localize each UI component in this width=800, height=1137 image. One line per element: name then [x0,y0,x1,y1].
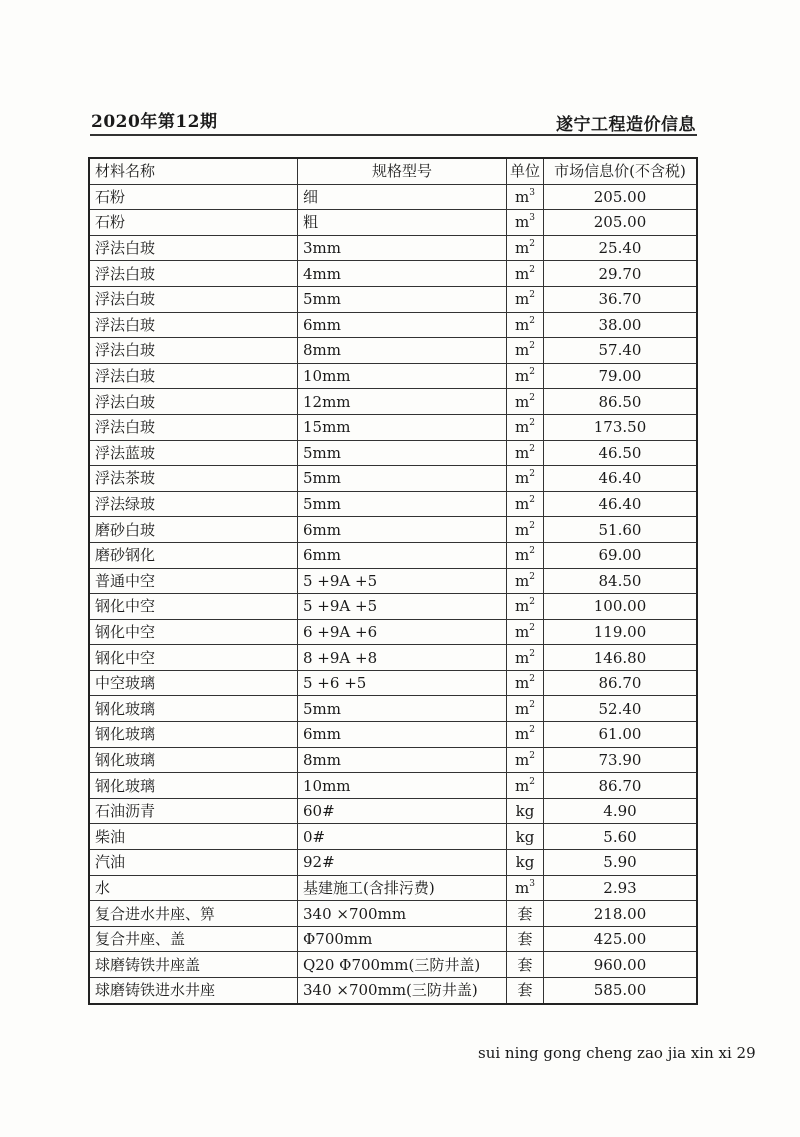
table-row [89,978,697,1004]
unit-exponent: 3 [529,187,535,198]
table-row [89,952,697,978]
table-row [89,645,697,671]
material-spec: 15mm [298,414,507,440]
unit-exponent: 2 [529,725,535,736]
material-spec: 92# [298,850,507,876]
table-row [89,670,697,696]
unit-exponent: 2 [529,239,535,250]
market-price: 61.00 [544,722,698,748]
material-name: 复合进水井座、箅 [89,901,298,927]
material-unit [507,978,544,1004]
table-row [89,926,697,952]
unit-base: m [515,878,530,897]
market-price: 205.00 [544,184,698,210]
unit-base: kg [515,827,535,846]
market-price: 173.50 [544,414,698,440]
unit-base: m [515,725,530,744]
market-price: 2.93 [544,875,698,901]
market-price: 146.80 [544,645,698,671]
material-spec: 基建施工(含排污费) [298,875,507,901]
market-price: 25.40 [544,235,698,261]
col-header-unit: 单位 [507,158,544,184]
unit-base: m [515,341,530,360]
material-name: 石粉 [89,184,298,210]
material-unit [507,338,544,364]
material-name: 复合井座、盖 [89,926,298,952]
material-unit [507,261,544,287]
material-spec: 5mm [298,440,507,466]
material-unit [507,389,544,415]
market-price: 36.70 [544,286,698,312]
material-spec: 10mm [298,773,507,799]
unit-base: m [515,622,530,641]
market-price: 46.40 [544,491,698,517]
table-body [89,184,697,1004]
material-name: 浮法白玻 [89,261,298,287]
material-name: 球磨铸铁进水井座 [89,978,298,1004]
unit-base: kg [515,802,535,821]
material-unit [507,517,544,543]
material-name: 水 [89,875,298,901]
market-price: 46.40 [544,466,698,492]
material-name: 浮法绿玻 [89,491,298,517]
table-row [89,594,697,620]
unit-exponent: 2 [529,597,535,608]
material-name: 浮法白玻 [89,312,298,338]
market-price: 100.00 [544,594,698,620]
material-unit [507,926,544,952]
material-unit [507,773,544,799]
material-spec: 5 +9A +5 [298,594,507,620]
publication-title: 遂宁工程造价信息 [556,115,696,135]
table-row [89,619,697,645]
market-price: 38.00 [544,312,698,338]
material-spec: 10mm [298,363,507,389]
unit-base: m [515,495,530,514]
material-spec: 3mm [298,235,507,261]
material-spec: 4mm [298,261,507,287]
market-price: 86.50 [544,389,698,415]
material-unit [507,824,544,850]
material-name: 石油沥青 [89,798,298,824]
unit-base: m [515,648,530,667]
material-unit [507,901,544,927]
material-name: 钢化中空 [89,645,298,671]
unit-exponent: 2 [529,264,535,275]
table-row [89,261,697,287]
material-spec: 6mm [298,517,507,543]
material-unit [507,210,544,236]
material-spec: 340 ×700mm [298,901,507,927]
material-name: 柴油 [89,824,298,850]
material-spec: 6mm [298,542,507,568]
col-header-spec: 规格型号 [298,158,507,184]
material-name: 钢化中空 [89,619,298,645]
unit-base: m [515,674,530,693]
unit-base: m [515,520,530,539]
material-spec: 5mm [298,696,507,722]
table-row [89,312,697,338]
table-row [89,440,697,466]
unit-exponent: 2 [529,546,535,557]
unit-base: m [515,367,530,386]
unit-exponent: 2 [529,315,535,326]
table-row [89,184,697,210]
unit-base: m [515,750,530,769]
material-unit [507,619,544,645]
material-unit [507,440,544,466]
material-unit [507,722,544,748]
table-row [89,568,697,594]
unit-exponent: 3 [529,213,535,224]
unit-exponent: 3 [529,878,535,889]
unit-base: m [515,392,530,411]
material-spec: 6mm [298,722,507,748]
table-row [89,875,697,901]
market-price: 46.50 [544,440,698,466]
unit-exponent: 2 [529,776,535,787]
material-name: 钢化中空 [89,594,298,620]
unit-base: m [515,546,530,565]
material-spec: 5 +9A +5 [298,568,507,594]
header-rule [90,134,697,136]
material-unit [507,696,544,722]
material-spec: Q20 Φ700mm(三防井盖) [298,952,507,978]
material-spec: 8 +9A +8 [298,645,507,671]
material-unit [507,645,544,671]
unit-base: m [515,290,530,309]
material-unit [507,594,544,620]
material-spec: Φ700mm [298,926,507,952]
market-price: 29.70 [544,261,698,287]
unit-base: 套 [517,981,533,1000]
table-row [89,363,697,389]
unit-exponent: 2 [529,648,535,659]
material-name: 球磨铸铁井座盖 [89,952,298,978]
material-spec: 5mm [298,466,507,492]
material-name: 汽油 [89,850,298,876]
table-row [89,901,697,927]
material-unit [507,363,544,389]
material-name: 浮法白玻 [89,363,298,389]
unit-exponent: 2 [529,367,535,378]
material-spec: 12mm [298,389,507,415]
table-row [89,389,697,415]
table-row [89,414,697,440]
unit-base: m [515,571,530,590]
unit-base: m [515,699,530,718]
material-unit [507,850,544,876]
unit-exponent: 2 [529,674,535,685]
unit-base: m [515,469,530,488]
material-unit [507,235,544,261]
unit-base: 套 [517,955,533,974]
material-unit [507,568,544,594]
material-spec: 60# [298,798,507,824]
material-name: 中空玻璃 [89,670,298,696]
market-price: 86.70 [544,670,698,696]
material-unit [507,875,544,901]
unit-exponent: 2 [529,290,535,301]
page-footer: sui ning gong cheng zao jia xin xi 29 [478,1044,756,1062]
unit-base: kg [515,853,535,872]
unit-exponent: 2 [529,443,535,454]
material-spec: 6 +9A +6 [298,619,507,645]
table-row [89,338,697,364]
unit-exponent: 2 [529,520,535,531]
market-price: 51.60 [544,517,698,543]
material-name: 浮法白玻 [89,286,298,312]
unit-base: m [515,213,530,232]
material-unit [507,312,544,338]
table-row [89,466,697,492]
unit-exponent: 2 [529,495,535,506]
market-price: 52.40 [544,696,698,722]
market-price: 960.00 [544,952,698,978]
market-price: 4.90 [544,798,698,824]
material-name: 钢化玻璃 [89,696,298,722]
material-spec: 5 +6 +5 [298,670,507,696]
material-unit [507,414,544,440]
table-row [89,286,697,312]
table-row [89,798,697,824]
market-price: 86.70 [544,773,698,799]
unit-base: m [515,418,530,437]
material-spec: 8mm [298,747,507,773]
material-name: 浮法蓝玻 [89,440,298,466]
material-spec: 6mm [298,312,507,338]
market-price: 585.00 [544,978,698,1004]
material-name: 磨砂钢化 [89,542,298,568]
market-price: 119.00 [544,619,698,645]
table-row [89,773,697,799]
material-unit [507,466,544,492]
material-unit [507,670,544,696]
col-header-price: 市场信息价(不含税) [544,158,698,184]
material-name: 浮法白玻 [89,389,298,415]
material-name: 浮法白玻 [89,338,298,364]
unit-base: m [515,776,530,795]
table-row [89,210,697,236]
material-name: 石粉 [89,210,298,236]
table-row [89,747,697,773]
material-unit [507,542,544,568]
market-price: 69.00 [544,542,698,568]
material-unit [507,798,544,824]
unit-base: m [515,264,530,283]
material-unit [507,491,544,517]
material-name: 普通中空 [89,568,298,594]
table-row [89,850,697,876]
unit-exponent: 2 [529,622,535,633]
unit-base: m [515,443,530,462]
table-header-row [89,158,697,184]
unit-base: 套 [517,904,533,923]
table-row [89,824,697,850]
material-name: 浮法白玻 [89,235,298,261]
market-price: 57.40 [544,338,698,364]
material-name: 钢化玻璃 [89,773,298,799]
market-price: 79.00 [544,363,698,389]
unit-exponent: 2 [529,699,535,710]
unit-base: m [515,187,530,206]
material-unit [507,286,544,312]
unit-exponent: 2 [529,341,535,352]
material-spec: 5mm [298,286,507,312]
market-price: 218.00 [544,901,698,927]
market-price: 5.90 [544,850,698,876]
material-name: 浮法茶玻 [89,466,298,492]
material-spec: 0# [298,824,507,850]
material-unit [507,952,544,978]
material-spec: 8mm [298,338,507,364]
table-row [89,542,697,568]
table-row [89,517,697,543]
issue-label: 2020年第12期 [91,112,218,132]
price-table [88,157,698,1005]
table-row [89,696,697,722]
material-spec: 粗 [298,210,507,236]
unit-exponent: 2 [529,418,535,429]
table-row [89,491,697,517]
material-unit [507,747,544,773]
market-price: 73.90 [544,747,698,773]
material-spec: 5mm [298,491,507,517]
material-name: 浮法白玻 [89,414,298,440]
table-row [89,722,697,748]
unit-exponent: 2 [529,469,535,480]
material-spec: 340 ×700mm(三防井盖) [298,978,507,1004]
material-name: 钢化玻璃 [89,722,298,748]
unit-exponent: 2 [529,750,535,761]
market-price: 205.00 [544,210,698,236]
unit-base: m [515,597,530,616]
material-name: 钢化玻璃 [89,747,298,773]
col-header-name: 材料名称 [89,158,298,184]
table-row [89,235,697,261]
market-price: 5.60 [544,824,698,850]
market-price: 84.50 [544,568,698,594]
unit-exponent: 2 [529,571,535,582]
unit-base: m [515,239,530,258]
market-price: 425.00 [544,926,698,952]
material-spec: 细 [298,184,507,210]
unit-base: 套 [517,930,533,949]
material-unit [507,184,544,210]
material-name: 磨砂白玻 [89,517,298,543]
unit-base: m [515,315,530,334]
unit-exponent: 2 [529,392,535,403]
